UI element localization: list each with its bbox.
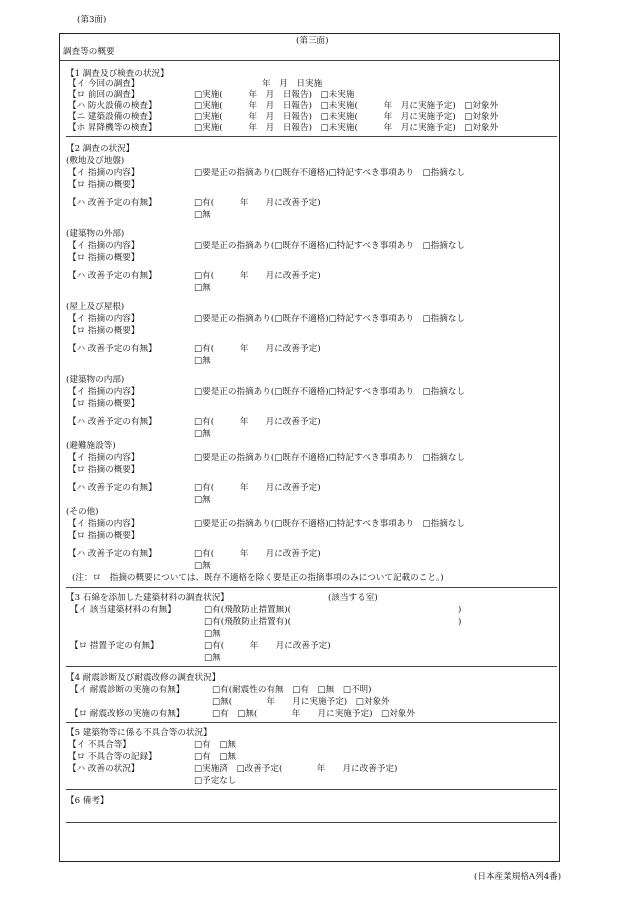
s3-opt2: □有(飛散防止措置有)( <box>204 617 291 627</box>
s3-heading: 【3 石綿を添加した建築材料の調査状況】 <box>66 593 229 603</box>
s2-heading: 【2 調査の状況】 <box>66 144 135 154</box>
s2-label-ha: 【ハ 改善予定の有無】 <box>68 483 157 493</box>
s2-group-title: (建築物の外部) <box>66 229 125 239</box>
s2-findings: □要是正の指摘あり(□既存不適格)□特記すべき事項あり □指摘なし <box>194 387 466 397</box>
s2-plan-yes: □有( 年 月に改善予定) <box>194 271 321 281</box>
s2-plan-no: □無 <box>194 429 211 439</box>
s1-row-body: □実施( 年 月 日報告) □未実施 <box>194 90 355 100</box>
divider <box>60 60 559 61</box>
s5-line-ha2: □予定なし <box>194 776 237 786</box>
page-label: (第3面) <box>77 15 107 25</box>
s2-label-i: 【イ 指摘の内容】 <box>68 387 140 397</box>
s6-heading: 【6 備考】 <box>66 796 109 806</box>
s1-row-label: 【イ 今回の調査】 <box>68 79 140 89</box>
s1-row-label: 【ホ 昇降機等の検査】 <box>68 123 157 133</box>
s5-heading: 【5 建築物等に係る不具合等の状況】 <box>66 728 212 738</box>
s2-plan-yes: □有( 年 月に改善予定) <box>194 417 321 427</box>
s5-line-i: □有 □無 <box>194 740 237 750</box>
s2-plan-no: □無 <box>194 210 211 220</box>
s2-plan-yes: □有( 年 月に改善予定) <box>194 198 321 208</box>
s2-label-ro: 【ロ 指摘の概要】 <box>68 326 140 336</box>
s1-row-label: 【ハ 防火設備の検査】 <box>68 101 157 111</box>
s2-label-ro: 【ロ 指摘の概要】 <box>68 399 140 409</box>
s2-group-title: (屋上及び屋根) <box>66 302 125 312</box>
s2-label-i: 【イ 指摘の内容】 <box>68 241 140 251</box>
divider <box>66 789 557 790</box>
s2-group-title: (その他) <box>66 507 99 517</box>
s2-plan-no: □無 <box>194 356 211 366</box>
s2-plan-yes: □有( 年 月に改善予定) <box>194 483 321 493</box>
s2-label-i: 【イ 指摘の内容】 <box>68 314 140 324</box>
s2-label-i: 【イ 指摘の内容】 <box>68 168 140 178</box>
s2-plan-yes: □有( 年 月に改善予定) <box>194 344 321 354</box>
s2-plan-no: □無 <box>194 283 211 293</box>
s2-note: (注：ロ 指摘の概要については、既存不適格を除く要是正の指摘事項のみについて記載のこと。) <box>72 573 444 583</box>
section-title: 調査等の概要 <box>63 47 115 57</box>
s3-close: ) <box>458 605 462 615</box>
s2-group-title: (建築物の内部) <box>66 375 125 385</box>
s5-label-i: 【イ 不具合等】 <box>68 740 131 750</box>
s1-row-label: 【ニ 建築設備の検査】 <box>68 112 157 122</box>
s5-line-ha1: □実施済 □改善予定( 年 月に改善予定) <box>194 764 398 774</box>
s2-label-ro: 【ロ 指摘の概要】 <box>68 253 140 263</box>
s1-row-body: 年 月 日実施 <box>262 79 323 89</box>
s2-label-i: 【イ 指摘の内容】 <box>68 453 140 463</box>
s2-label-ha: 【ハ 改善予定の有無】 <box>68 549 157 559</box>
sheet-title: (第三面) <box>296 36 329 46</box>
s4-heading: 【4 耐震診断及び耐震改修の調査状況】 <box>66 673 221 683</box>
s4-label-ro: 【ロ 耐震改修の実施の有無】 <box>70 709 185 719</box>
s2-plan-no: □無 <box>194 561 211 571</box>
divider <box>66 666 557 667</box>
s5-label-ha: 【ハ 改善の状況】 <box>68 764 140 774</box>
s1-heading: 【1 調査及び検査の状況】 <box>66 69 169 79</box>
s1-row-body: □実施( 年 月 日報告) □未実施( 年 月に実施予定) □対象外 <box>194 112 499 122</box>
s2-label-i: 【イ 指摘の内容】 <box>68 519 140 529</box>
s3-room-label: (該当する室) <box>328 593 378 603</box>
s1-row-body: □実施( 年 月 日報告) □未実施( 年 月に実施予定) □対象外 <box>194 123 499 133</box>
s1-row-label: 【ロ 前回の調査】 <box>68 90 140 100</box>
footer-note: (日本産業規格A列4番) <box>474 872 562 882</box>
s5-line-ro: □有 □無 <box>194 752 237 762</box>
s3-label-ro: 【ロ 措置予定の有無】 <box>70 641 159 651</box>
s2-findings: □要是正の指摘あり(□既存不適格)□特記すべき事項あり □指摘なし <box>194 453 466 463</box>
s2-findings: □要是正の指摘あり(□既存不適格)□特記すべき事項あり □指摘なし <box>194 314 466 324</box>
s3-label-i: 【イ 該当建築材料の有無】 <box>70 605 176 615</box>
s1-row-body: □実施( 年 月 日報告) □未実施( 年 月に実施予定) □対象外 <box>194 101 499 111</box>
s4-line-ro: □有 □無( 年 月に実施予定) □対象外 <box>212 709 415 719</box>
s2-label-ro: 【ロ 指摘の概要】 <box>68 465 140 475</box>
remarks-line <box>66 822 557 823</box>
s2-plan-yes: □有( 年 月に改善予定) <box>194 549 321 559</box>
s3-opt3: □無 <box>204 629 221 639</box>
s2-findings: □要是正の指摘あり(□既存不適格)□特記すべき事項あり □指摘なし <box>194 519 466 529</box>
s3-opt1: □有(飛散防止措置無)( <box>204 605 291 615</box>
s3-plan-no: □無 <box>204 653 221 663</box>
divider <box>66 136 557 137</box>
s2-group-title: (避難施設等) <box>66 441 116 451</box>
s2-label-ro: 【ロ 指摘の概要】 <box>68 531 140 541</box>
divider <box>66 722 557 723</box>
divider <box>66 587 557 588</box>
s4-line-i2: □無( 年 月に実施予定) □対象外 <box>212 697 390 707</box>
s2-label-ha: 【ハ 改善予定の有無】 <box>68 417 157 427</box>
s4-label-i: 【イ 耐震診断の実施の有無】 <box>70 685 185 695</box>
s2-label-ha: 【ハ 改善予定の有無】 <box>68 271 157 281</box>
s2-label-ro: 【ロ 指摘の概要】 <box>68 180 140 190</box>
s2-group-title: (敷地及び地盤) <box>66 156 125 166</box>
s2-findings: □要是正の指摘あり(□既存不適格)□特記すべき事項あり □指摘なし <box>194 168 466 178</box>
s2-label-ha: 【ハ 改善予定の有無】 <box>68 344 157 354</box>
s4-line-i1: □有(耐震性の有無 □有 □無 □不明) <box>212 685 372 695</box>
s3-close: ) <box>458 617 462 627</box>
s2-label-ha: 【ハ 改善予定の有無】 <box>68 198 157 208</box>
s2-findings: □要是正の指摘あり(□既存不適格)□特記すべき事項あり □指摘なし <box>194 241 466 251</box>
s5-label-ro: 【ロ 不具合等の記録】 <box>68 752 157 762</box>
s3-plan-yes: □有( 年 月に改善予定) <box>204 641 331 651</box>
s2-plan-no: □無 <box>194 495 211 505</box>
